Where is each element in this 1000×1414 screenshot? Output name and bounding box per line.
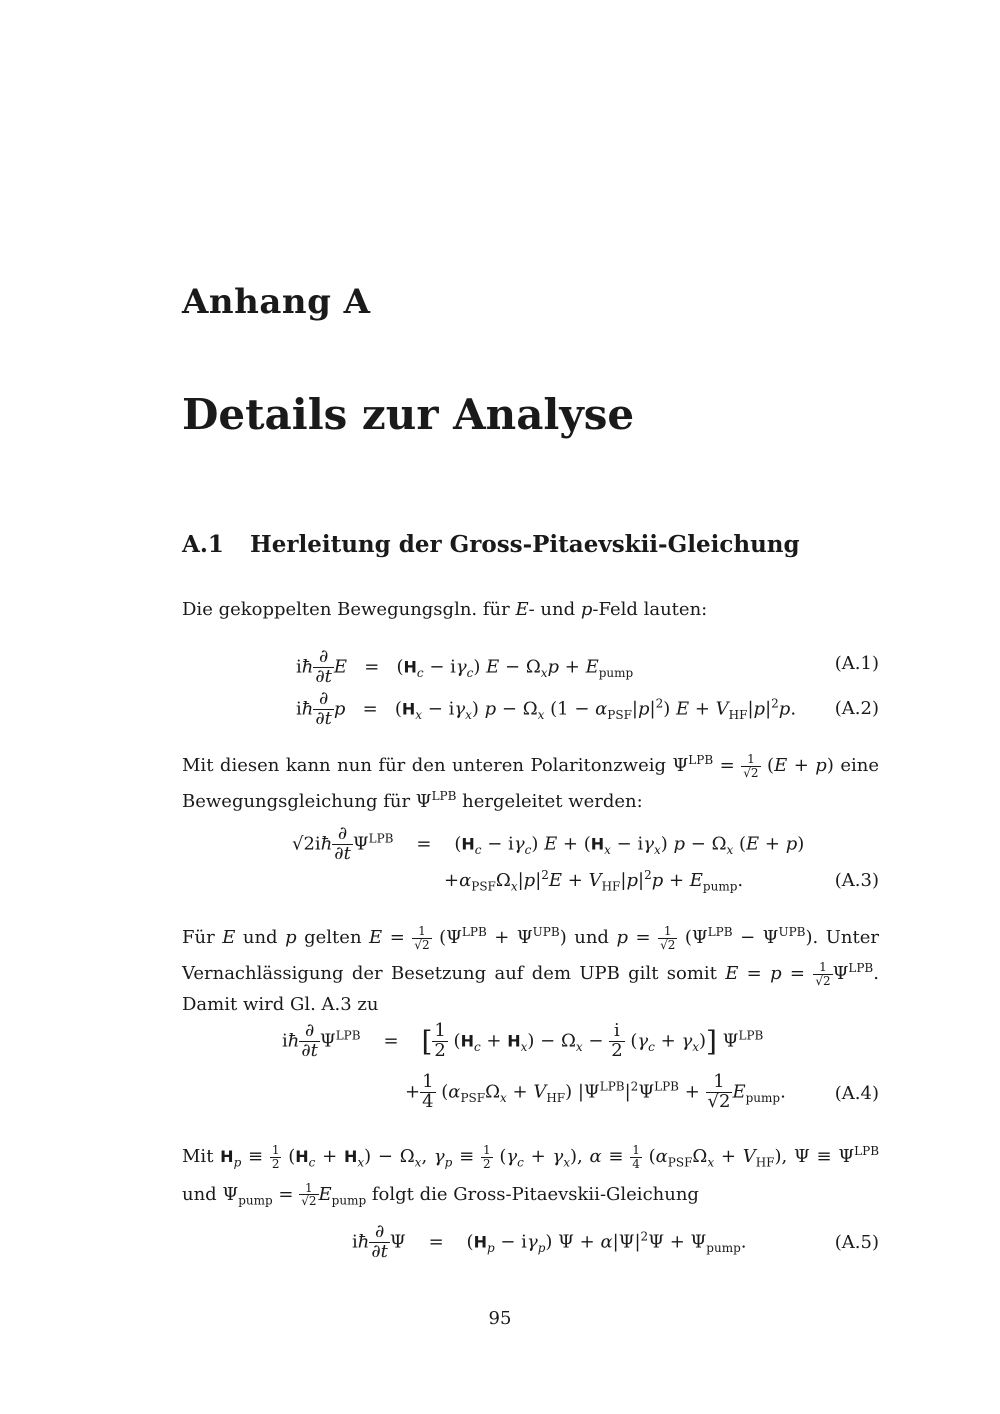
equation-number-a2: (A.2) xyxy=(834,698,879,719)
paragraph-2: Mit diesen kann nun für den unteren Polaritonzweig $\Psi^{LPB}$ = $\frac{1}{√2}$ (E + p) eine Bewegungsgleichung für $\Psi^{LPB}$ hergeleitet werden: xyxy=(182,751,879,812)
equation-number-a5: (A.5) xyxy=(834,1232,879,1253)
equation-number-a4: (A.4) xyxy=(834,1083,879,1104)
equation-a3-line2: $+\alpha_{PSF}\Omega_x|p|^2E + V_{HF}|p|^2p + E_{pump}$. xyxy=(444,868,744,894)
equation-number-a3: (A.3) xyxy=(834,870,879,891)
equation-number-a1: (A.1) xyxy=(834,653,879,674)
section-number: A.1 xyxy=(182,531,224,558)
equation-a5: iħ $\frac{\partial}{\partial t}$ Ψ = $(H_p - i\gamma_p) \Psi + \alpha|\Psi|^2\Psi + \Psi_{pump}$. xyxy=(352,1221,747,1262)
equation-a4-line1: iħ $\frac{\partial}{\partial t}$ $\Psi^{LPB}$ = [ $\frac{1}{2}$ $(H_c + H_x) - \Omega_x$ − $\frac{i}{2}$ $(\gamma_c + \gamma_x)$] $\Psi^{LPB}$ xyxy=(282,1020,764,1061)
equation-a1: iħ $\frac{\partial}{\partial t}$ $E = (H_c - i\gamma_c) E - \Omega_xp + E_{pump}$ xyxy=(296,646,634,687)
equation-a4-line2: + $\frac{1}{4}$ $(\alpha_{PSF}\Omega_x + V_{HF}) |\Psi^{LPB}|^2\Psi^{LPB}$ + $\frac{1}{√2}$ $E_{pump}$. xyxy=(405,1071,786,1112)
paragraph-4: Mit $H_p$ ≡ $\frac{1}{2}$ $(H_c + H_x) - \Omega_x$, $\gamma_p$ ≡ $\frac{1}{2}$ $(\gamma_c + \gamma_x)$, α ≡ $\frac{1}{4}$ $(\alpha_{PSF}\Omega_x + V_{HF})$, $\Psi \equiv \Psi^{LPB}$ und $\Psi_{pump}$ = $\frac{1}{√2}$ $E_{pump}$ folgt die Gross-Pitaevskii-Gleichung xyxy=(182,1142,880,1209)
equation-a2: iħ $\frac{\partial}{\partial t}$ $p = (H_x - i\gamma_x) p - \Omega_x$ $(1 - \alpha_{PSF}|p|^2)$ $E + V_{HF}|p|^2p$. xyxy=(296,688,797,729)
section-title: Herleitung der Gross-Pitaevskii-Gleichung xyxy=(250,531,800,558)
equation-a3-line1: √2iħ $\frac{\partial}{\partial t}$ $\Psi^{LPB}$ = $(H_c - i\gamma_c) E + (H_x - i\gamma_x) p - \Omega_x$ (E + p) xyxy=(292,823,805,864)
chapter-title: Details zur Analyse xyxy=(182,390,635,439)
paragraph-1: Die gekoppelten Bewegungsgln. für E- und p-Feld lauten: xyxy=(182,599,708,620)
page-number: 95 xyxy=(488,1308,512,1329)
paragraph-3: Für E und p gelten E = $\frac{1}{√2}$ $(\Psi^{LPB} + \Psi^{UPB})$ und p = $\frac{1}{√2}$ $(\Psi^{LPB} - \Psi^{UPB})$. Unter Vernachlässigung der Besetzung auf dem UPB gilt somit E = p = $\frac{1}{√2}$ $\Psi^{LPB}$. Damit wird Gl. A.3 zu xyxy=(182,923,879,1015)
section-heading xyxy=(182,531,800,558)
chapter-label: Anhang A xyxy=(182,282,371,322)
